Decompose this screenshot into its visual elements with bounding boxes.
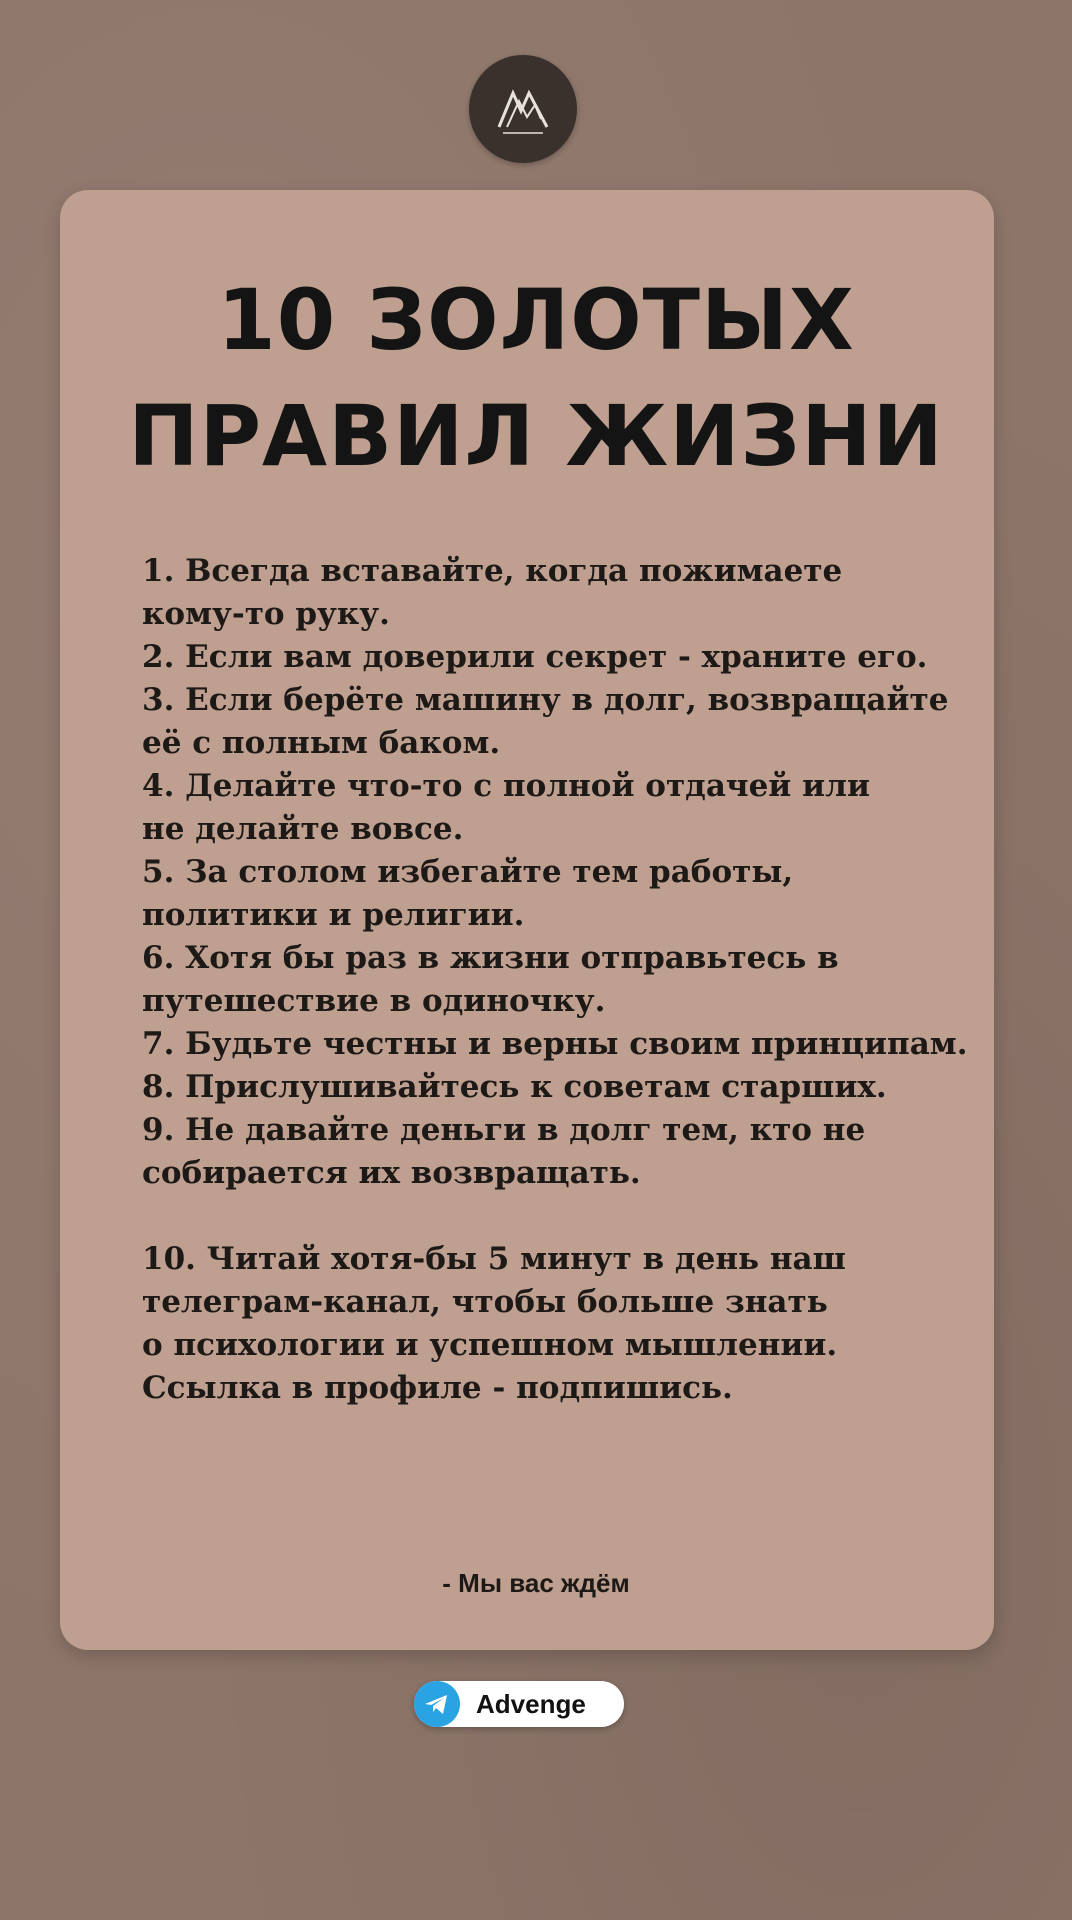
- rule-line: 6. Хотя бы раз в жизни отправьтесь в: [142, 940, 839, 976]
- rule-line: 3. Если берёте машину в долг, возвращайте: [142, 682, 949, 718]
- rule-line: собирается их возвращать.: [142, 1155, 641, 1191]
- rule-item-4: [142, 765, 972, 851]
- rule-item-5: [142, 851, 972, 937]
- rule-line: не делайте вовсе.: [142, 811, 464, 847]
- signoff-text: - Мы вас ждём: [442, 1568, 630, 1598]
- rule-line: 4. Делайте что-то с полной отдачей или: [142, 768, 870, 804]
- rule-line: телеграм-канал, чтобы больше знать: [142, 1284, 828, 1320]
- brand-logo: [469, 55, 577, 163]
- rule-item-6: [142, 937, 972, 1023]
- rules-list: [142, 550, 972, 1410]
- rule-line: 7. Будьте честны и верны своим принципам.: [142, 1026, 968, 1062]
- title-line-1: 10 ЗОЛОТЫХ: [217, 271, 855, 369]
- telegram-channel-link[interactable]: [414, 1681, 624, 1727]
- rule-line: 5. За столом избегайте тем работы,: [142, 854, 794, 890]
- brand-monogram-icon: [469, 55, 577, 163]
- rule-item-7: [142, 1023, 972, 1066]
- rule-line: Ссылка в профиле - подпишись.: [142, 1370, 733, 1406]
- rule-line: политики и религии.: [142, 897, 525, 933]
- rule-item-10: [142, 1238, 972, 1410]
- rule-line: 2. Если вам доверили секрет - храните его.: [142, 639, 928, 675]
- rule-item-1: [142, 550, 972, 636]
- telegram-icon: [414, 1681, 460, 1727]
- telegram-channel-label: Advenge: [476, 1689, 586, 1719]
- rule-line: 1. Всегда вставайте, когда пожимаете: [142, 553, 843, 589]
- rule-item-8: [142, 1066, 972, 1109]
- rule-line: 8. Прислушивайтесь к советам старших.: [142, 1069, 887, 1105]
- title-line-2: ПРАВИЛ ЖИЗНИ: [128, 387, 944, 485]
- rule-line: 9. Не давайте деньги в долг тем, кто не: [142, 1112, 866, 1148]
- rule-item-9: [142, 1109, 972, 1195]
- rule-line: путешествие в одиночку.: [142, 983, 606, 1019]
- rule-line: кому-то руку.: [142, 596, 390, 632]
- rule-item-3: [142, 679, 972, 765]
- page-title: [0, 262, 1072, 494]
- rule-line: её с полным баком.: [142, 725, 501, 761]
- rule-item-2: [142, 636, 972, 679]
- rule-line: о психологии и успешном мышлении.: [142, 1327, 838, 1363]
- rule-line: 10. Читай хотя-бы 5 минут в день наш: [142, 1241, 846, 1277]
